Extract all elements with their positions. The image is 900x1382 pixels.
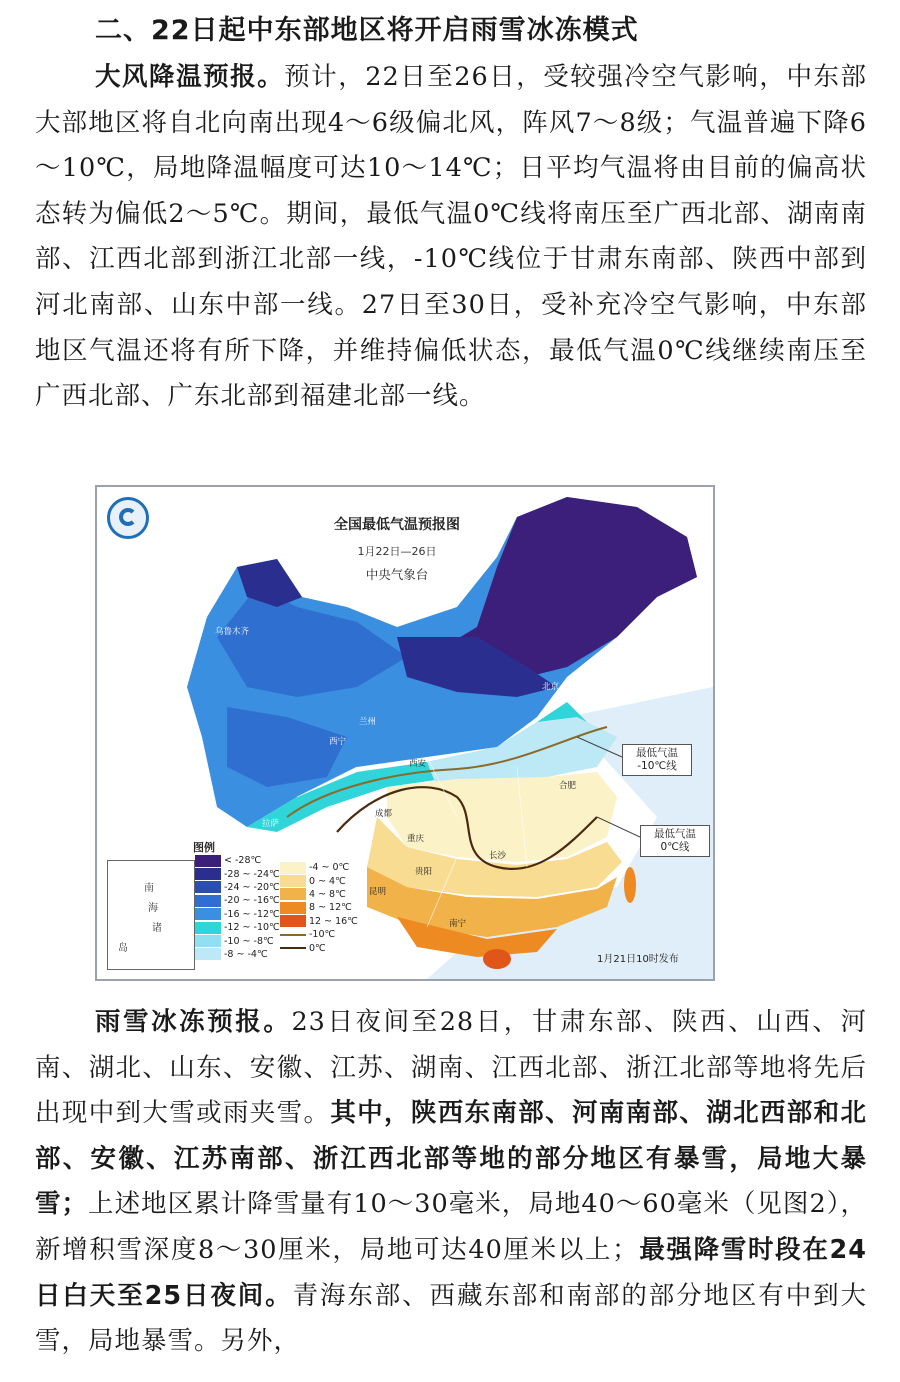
legend-color-swatch (280, 875, 306, 887)
legend-label: -12 ~ -10℃ (224, 922, 280, 934)
snowfall-amount-text: 上述地区累计降雪量有10～30毫米，局地40～60毫米（见图2），新增积雪深度8～30厘米，局地可达40厘米以上； (35, 1189, 867, 1265)
city-label: 乌鲁木齐 (215, 627, 250, 637)
legend-label: 0 ~ 4℃ (309, 875, 346, 887)
map-title: 全国最低气温预报图 (334, 517, 460, 533)
callout-minus10-line (622, 744, 692, 776)
legend-item (280, 888, 358, 901)
legend-label: 4 ~ 8℃ (309, 888, 346, 900)
legend-line-swatch (280, 934, 306, 936)
legend-color-swatch (280, 862, 306, 874)
legend-color-swatch (195, 855, 221, 867)
city-label: 拉萨 (262, 819, 280, 829)
legend-item (280, 861, 358, 874)
legend-item (195, 881, 280, 894)
legend-item (195, 948, 280, 961)
legend-item (195, 894, 280, 907)
wind-cooling-label: 大风降温预报。 (95, 62, 285, 92)
legend-warm (280, 861, 358, 955)
legend-color-swatch (280, 915, 306, 927)
legend-label: < -28℃ (224, 855, 262, 867)
qinghai-tibet-text: 青海东部、西藏东部和南部的部分地区有中到大雪，局地暴雪。另外， (35, 1280, 867, 1357)
legend-label: -8 ~ -4℃ (224, 948, 268, 960)
city-label: 北京 (542, 682, 560, 692)
city-label: 西安 (409, 759, 427, 769)
blizzard-text: 其中，陕西东南部、河南南部、湖北西部和北部、安徽、江苏南部、浙江西北部等地的部分地区有暴雪，局地大暴雪； (35, 1098, 867, 1220)
legend-color-swatch (195, 881, 221, 893)
legend-color-swatch (280, 902, 306, 914)
legend-label: 12 ~ 16℃ (309, 915, 358, 927)
legend-label: -20 ~ -16℃ (224, 895, 280, 907)
inset-label: 诸 (152, 923, 162, 934)
issued-time: 1月21日10时发布 (597, 954, 679, 965)
callout-zero-line2: 0℃线 (660, 841, 690, 853)
legend-item (280, 928, 358, 941)
legend-color-swatch (195, 895, 221, 907)
legend-color-swatch (195, 948, 221, 960)
cma-logo-icon (107, 497, 149, 539)
peak-period-text: 最强降雪时段在24日白天至25日夜间。 (35, 1234, 867, 1311)
city-label: 西宁 (329, 737, 347, 747)
city-label: 合肥 (559, 781, 577, 791)
rain-snow-text: 23日夜间至28日，甘肃东部、陕西、山西、河南、湖北、山东、安徽、江苏、湖南、江西北部、浙江北部等地将先后出现中到大雪或雨夹雪。 (35, 1007, 867, 1129)
callout-minus10-line2: -10℃线 (637, 760, 677, 772)
legend-item (195, 921, 280, 934)
legend-item (195, 854, 280, 867)
legend-title: 图例 (193, 841, 215, 854)
map-organization: 中央气象台 (365, 567, 429, 582)
legend-label: -16 ~ -12℃ (224, 908, 280, 920)
city-label: 长沙 (489, 851, 507, 861)
section-heading: 二、22日起中东部地区将开启雨雪冰冻模式 (95, 15, 639, 46)
min-temperature-map (95, 485, 715, 981)
legend-label: -24 ~ -20℃ (224, 881, 280, 893)
legend-line-swatch (280, 947, 306, 949)
wind-cooling-paragraph (35, 55, 867, 420)
callout-minus10-line1: 最低气温 (636, 747, 678, 759)
city-label: 重庆 (407, 834, 425, 844)
callout-zero-line1: 最低气温 (654, 828, 696, 840)
legend-color-swatch (280, 888, 306, 900)
legend-item (195, 934, 280, 947)
city-label: 兰州 (359, 717, 377, 727)
legend-cold (195, 854, 280, 961)
legend-label: -10℃ (309, 929, 336, 941)
map-date-range: 1月22日—26日 (357, 545, 437, 558)
legend-color-swatch (195, 922, 221, 934)
city-label: 南宁 (449, 919, 467, 929)
legend-item (195, 867, 280, 880)
legend-color-swatch (195, 935, 221, 947)
rain-snow-label: 雨雪冰冻预报。 (95, 1007, 292, 1037)
legend-color-swatch (195, 868, 221, 880)
inset-label: 海 (148, 903, 158, 914)
callout-zero-line (640, 825, 710, 857)
wind-cooling-text: 预计，22日至26日，受较强冷空气影响，中东部大部地区将自北向南出现4～6级偏北风，阵风7～8级；气温普遍下降6～10℃，局地降温幅度可达10～14℃；日平均气温将由目前的偏高状态转为偏低2～5℃。期间，最低气温0℃线将南压至广西北部、湖南南部、江西北部到浙江北部一线，-10℃线位于甘肃东南部、陕西中部到河北南部、山东中部一线。27日至30日，受补充冷空气影响，中东部地区气温还将有所下降，并维持偏低状态，最低气温0℃线继续南压至广西北部、广东北部到福建北部一线。 (35, 62, 867, 412)
city-label: 昆明 (369, 887, 387, 897)
legend-label: -10 ~ -8℃ (224, 935, 274, 947)
legend-item (280, 901, 358, 914)
legend-item (280, 915, 358, 928)
legend-label: -4 ~ 0℃ (309, 862, 350, 874)
inset-label: 岛 (118, 943, 128, 954)
inset-label: 南 (144, 883, 154, 894)
legend-item (280, 941, 358, 954)
legend-color-swatch (195, 908, 221, 920)
south-china-sea-inset (107, 860, 195, 970)
legend-item (280, 874, 358, 887)
rain-snow-paragraph (35, 1000, 867, 1365)
legend-item (195, 908, 280, 921)
city-label: 贵阳 (415, 867, 433, 877)
city-label: 成都 (375, 809, 393, 819)
legend-label: 8 ~ 12℃ (309, 902, 352, 914)
legend-label: 0℃ (309, 942, 326, 954)
legend-label: -28 ~ -24℃ (224, 868, 280, 880)
